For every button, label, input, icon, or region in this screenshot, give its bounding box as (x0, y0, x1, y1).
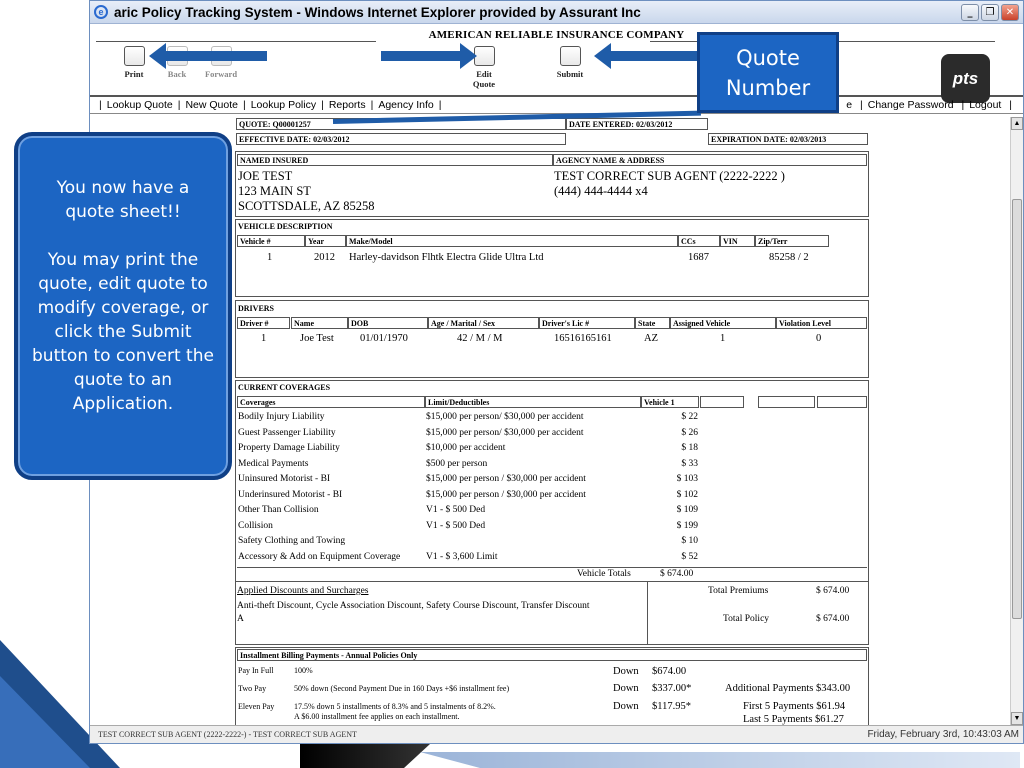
agency-label: AGENCY NAME & ADDRESS (553, 154, 867, 166)
vehicle-col-year: Year (305, 235, 346, 247)
vehicle-totals-value: $ 674.00 (660, 569, 694, 579)
coverage-premium: $ 10 (681, 536, 698, 546)
slide-decoration-bottom-dark (300, 744, 430, 768)
coverage-name: Property Damage Liability (238, 443, 340, 453)
agency-phone: (444) 444-4444 x4 (554, 184, 648, 198)
insured-name: JOE TEST (238, 169, 293, 183)
scroll-down-icon[interactable]: ▼ (1011, 712, 1023, 725)
pay-in-full-label: Pay In Full (238, 666, 274, 675)
eleven-pay-label: Eleven Pay (238, 702, 275, 711)
quote-number: QUOTE: Q00001257 (236, 118, 566, 130)
eleven-pay-desc: 17.5% down 5 installments of 8.3% and 5 instalments of 8.2%. (294, 702, 496, 711)
status-bar (90, 725, 1024, 744)
restore-button[interactable]: ❐ (981, 4, 999, 21)
driver-col-name: Name (291, 317, 348, 329)
vehicle-col-ccs: CCs (678, 235, 720, 247)
quote-sheet: QUOTE: Q00001257 DATE ENTERED: 02/03/2012 EFFECTIVE DATE: 02/03/2012 EXPIRATION DATE: 02/03/2013 NAMED INSURED AGENCY NAME & ADDRESS JOE TEST 123 MAIN ST SCOTTSDALE, AZ 85258 TEST CORRECT SUB AGENT (2222-2222 ) (444) 444-4444 x4 VEHICLE DESCRIPTION Vehicle # Year Make/Model CCs VIN Zip/Terr 1 2012 Harley-davidson Flhtk Electra Glide Ultra Ltd 1687 85258 / 2 DRIVERS Driver # Name DOB Age / Marital / Sex Driver's Lic # State Assigned Vehicle Violation Level 1 Joe Test 01/01/1970 42 / M / M 16516165161 AZ 1 0 CURRENT COVERAGES Coverages Limit/Deductibles Vehicle 1 Bodily Injury Liability $15,000 per person/ $30,000 per accident $ 22 Guest Passenger Liability $15,000 per person/ $30,000 per accident $ 26 Property Damage Liability $10,000 per accident $ 18 Medical Payments $500 per person $ 33 Uninsured Motorist - BI $15,000 per person / $30,000 per accident $ 103 Underinsured Motorist - BI $15,000 per person / $30,000 per accident $ 102 Other Than Collision V1 - $ 500 Ded $ 109 Collision V1 - $ 500 Ded $ 199 Safety Clothing and Towing $ 10 Accessory & Add on Equipment Coverage V1 - $ 3,600 Limit $ 52 Vehicle Totals $ 674.00 Applied Discounts and Surcharges Anti-theft Discount, Cycle Association Discount, Safety Course Discount, Transfer Discount A Total Premiums $ 674.00 Total Policy $ 674.00 Installment Billing Payments - Annual Policies Only Pay In Full 100% Down $674.00 Two Pay 50% down (Second Payment Due in 160 Days +$6 installment fee) Down $337.00* Additional Payments $343.00 Eleven Pay 17.5% down 5 installments of 8.3% and 5 instalments of 8.2%. A $6.00 installment fee applies on each installment. Down $117.95* First 5 Payments $61.94 Last 5 Payments $61.27 (90, 117, 1012, 725)
edit-quote-button[interactable]: Edit Quote (454, 46, 514, 89)
eleven-pay-fee-note: A $6.00 installment fee applies on each installment. (294, 712, 460, 721)
vehicle-col-number: Vehicle # (237, 235, 305, 247)
coverage-name: Bodily Injury Liability (238, 412, 325, 422)
eleven-pay-down: Down (613, 701, 639, 712)
nav-change-password[interactable]: Change Password (867, 99, 954, 111)
window-title: aric Policy Tracking System - Windows Internet Explorer provided by Assurant Inc (114, 4, 641, 20)
discount-divider (647, 581, 648, 645)
coverage-name: Uninsured Motorist - BI (238, 474, 331, 484)
coverage-name: Medical Payments (238, 458, 309, 469)
coverage-name: Guest Passenger Liability (238, 427, 336, 438)
vehicle-label: VEHICLE DESCRIPTION (238, 222, 333, 231)
vehicle-col-make: Make/Model (346, 235, 678, 247)
agency-name: TEST CORRECT SUB AGENT (2222-2222 ) (554, 169, 785, 183)
coverage-limit: $500 per person (426, 458, 488, 469)
coverage-premium: $ 52 (681, 551, 698, 562)
expiration-date: EXPIRATION DATE: 02/03/2013 (708, 133, 868, 145)
vehicle-col-vin: VIN (720, 235, 755, 247)
arrow-to-print-icon (165, 51, 267, 61)
coverage-premium: $ 103 (676, 474, 698, 484)
coverage-col-vehicle: Vehicle 1 (641, 396, 699, 408)
submit-icon (560, 46, 581, 66)
named-insured-label: NAMED INSURED (237, 154, 553, 166)
title-bar (90, 1, 1023, 24)
discounts-text-2: A (237, 614, 244, 624)
header-rule-left (96, 41, 376, 42)
total-premiums-label: Total Premiums (708, 586, 769, 596)
nav-hidden-item[interactable]: e (846, 99, 853, 111)
quote-number-callout (697, 32, 839, 113)
coverage-premium: $ 22 (681, 412, 698, 422)
effective-date: EFFECTIVE DATE: 02/03/2012 (236, 133, 566, 145)
forward-button[interactable]: Forward (191, 46, 251, 79)
pay-in-full-down: Down (613, 666, 639, 677)
coverage-name: Collision (238, 520, 273, 531)
quote-callout-line-2: Number (725, 76, 811, 100)
slide-decoration-bottom-light (420, 752, 1020, 768)
date-entered: DATE ENTERED: 02/03/2012 (566, 118, 708, 130)
coverage-limit: $15,000 per person/ $30,000 per accident (426, 412, 584, 422)
submit-button[interactable]: Submit (540, 46, 600, 79)
driver-col-lic: Driver's Lic # (539, 317, 635, 329)
coverage-limit: $15,000 per person / $30,000 per accident (426, 489, 586, 500)
driver-col-violation: Violation Level (776, 317, 867, 329)
coverage-premium: $ 33 (681, 458, 698, 469)
coverage-limit: V1 - $ 3,600 Limit (426, 551, 498, 562)
driver-col-number: Driver # (237, 317, 290, 329)
back-button[interactable]: Back (147, 46, 207, 79)
slide-decoration-left-2 (0, 676, 90, 768)
print-icon (124, 46, 145, 66)
coverages-label: CURRENT COVERAGES (238, 383, 331, 392)
status-datetime: Friday, February 3rd, 10:43:03 AM (867, 729, 1019, 740)
scroll-thumb[interactable] (1012, 199, 1022, 619)
nav-bar: | Lookup Quote | New Quote | Lookup Policy | Reports | Agency Info | e | Change Password | Logout | (90, 97, 1023, 114)
two-pay-label: Two Pay (238, 684, 267, 693)
quote-callout-line-1: Quote (736, 46, 800, 70)
coverage-col-name: Coverages (237, 396, 425, 408)
vertical-scrollbar[interactable] (1010, 117, 1023, 725)
close-button[interactable]: ✕ (1001, 4, 1019, 21)
billing-label: Installment Billing Payments - Annual Policies Only (237, 649, 867, 661)
total-premiums-value: $ 674.00 (816, 586, 850, 596)
coverage-name: Other Than Collision (238, 505, 319, 515)
discounts-text: Anti-theft Discount, Cycle Association Discount, Safety Course Discount, Transfer Discount (237, 601, 590, 611)
coverage-premium: $ 199 (676, 520, 698, 531)
status-agent: TEST CORRECT SUB AGENT (2222-2222-) - TEST CORRECT SUB AGENT (98, 730, 357, 739)
coverage-col-empty-3 (817, 396, 867, 408)
nav-agency-info[interactable]: Agency Info (378, 99, 434, 111)
coverage-premium: $ 109 (676, 505, 698, 515)
coverage-limit: $10,000 per accident (426, 443, 506, 453)
instruction-callout (14, 132, 232, 480)
totals-rule (237, 567, 867, 568)
insured-address-1: 123 MAIN ST (238, 184, 311, 198)
eleven-pay-first: First 5 Payments $61.94 (743, 701, 846, 712)
total-policy-value: $ 674.00 (816, 614, 850, 624)
total-policy-label: Total Policy (723, 614, 770, 624)
pay-in-full-amount: $674.00 (652, 666, 687, 677)
coverage-limit: $15,000 per person / $30,000 per accident (426, 474, 586, 484)
arrow-to-edit-icon (381, 51, 461, 61)
callout-heading: You now have a quote sheet!! (56, 178, 190, 222)
eleven-pay-last: Last 5 Payments $61.27 (743, 714, 844, 725)
nav-new-quote[interactable]: New Quote (185, 99, 238, 111)
coverage-name: Safety Clothing and Towing (238, 536, 346, 546)
coverage-limit: $15,000 per person/ $30,000 per accident (426, 427, 584, 438)
pts-logo: pts (941, 54, 990, 103)
discounts-label: Applied Discounts and Surcharges (237, 586, 369, 596)
nav-logout[interactable]: Logout (969, 99, 1002, 111)
vehicle-totals-label: Vehicle Totals (577, 569, 631, 579)
coverage-name: Accessory & Add on Equipment Coverage (238, 551, 401, 562)
pay-in-full-desc: 100% (294, 666, 313, 675)
coverage-limit: V1 - $ 500 Ded (426, 520, 486, 531)
arrow-to-submit-icon (610, 51, 697, 61)
company-name: AMERICAN RELIABLE INSURANCE COMPANY (428, 29, 685, 41)
eleven-pay-amount: $117.95* (652, 701, 691, 712)
driver-col-state: State (635, 317, 670, 329)
minimize-button[interactable]: _ (961, 4, 979, 21)
two-pay-additional: Additional Payments $343.00 (725, 683, 851, 694)
coverage-col-limit: Limit/Deductibles (425, 396, 641, 408)
driver-col-age: Age / Marital / Sex (428, 317, 539, 329)
coverage-limit: V1 - $ 500 Ded (426, 505, 486, 515)
coverage-premium: $ 18 (681, 443, 698, 453)
driver-col-vehicle: Assigned Vehicle (670, 317, 776, 329)
nav-lookup-quote[interactable]: Lookup Quote (106, 99, 173, 111)
coverage-premium: $ 26 (681, 427, 698, 438)
callout-body: You may print the quote, edit quote to modify coverage, or click the Submit button to convert the quote to an Application. (32, 250, 214, 414)
vehicle-col-zip: Zip/Terr (755, 235, 829, 247)
two-pay-down: Down (613, 683, 639, 694)
drivers-label: DRIVERS (238, 304, 275, 313)
coverage-col-empty-2 (758, 396, 815, 408)
two-pay-amount: $337.00* (652, 683, 692, 694)
coverage-premium: $ 102 (676, 489, 698, 500)
ie-logo-icon: e (94, 5, 108, 19)
insured-address-2: SCOTTSDALE, AZ 85258 (238, 199, 375, 213)
scroll-up-icon[interactable]: ▲ (1011, 117, 1023, 130)
discount-rule (235, 581, 869, 582)
two-pay-desc: 50% down (Second Payment Due in 160 Days +$6 installment fee) (294, 684, 510, 693)
coverage-name: Underinsured Motorist - BI (238, 489, 343, 500)
print-button[interactable]: Print (104, 46, 164, 79)
coverage-col-empty-1 (700, 396, 744, 408)
nav-lookup-policy[interactable]: Lookup Policy (250, 99, 317, 111)
driver-col-dob: DOB (348, 317, 428, 329)
nav-reports[interactable]: Reports (328, 99, 366, 111)
